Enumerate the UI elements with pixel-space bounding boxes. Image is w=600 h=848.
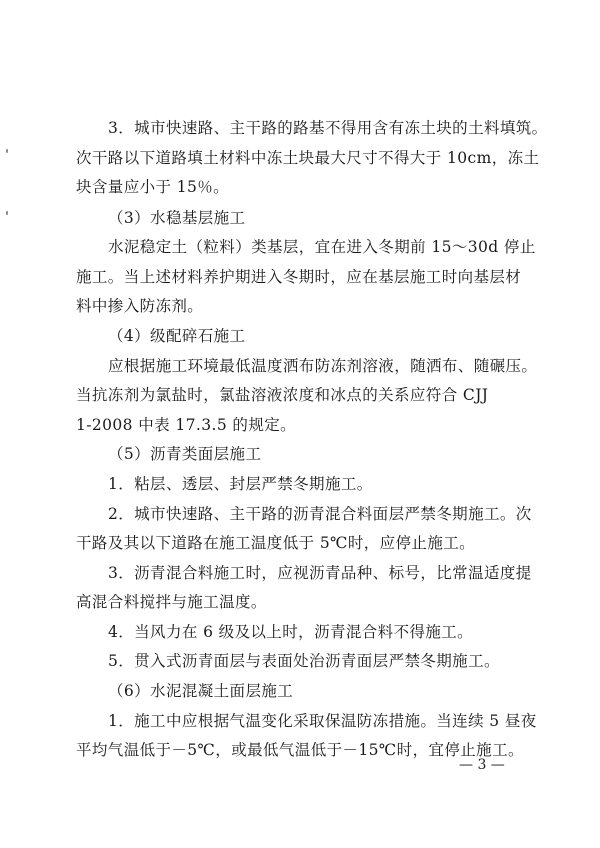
text-line: 2．城市快速路、主干路的沥青混合料面层严禁冬期施工。次 xyxy=(108,505,532,523)
text-line: 当抗冻剂为氯盐时，氯盐溶液浓度和冰点的关系应符合 CJJ xyxy=(76,386,489,404)
text-line: 平均气温低于－5℃，或最低气温低于－15℃时，宜停止施工。 xyxy=(76,741,524,759)
text-line: 1．施工中应根据气温变化采取保温防冻措施。当连续 5 昼夜 xyxy=(108,712,537,730)
text-line: 水泥稳定土（粒料）类基层，宜在进入冬期前 15～30d 停止 xyxy=(108,238,536,256)
text-line: 3．沥青混合料施工时，应视沥青品种、标号，比常温适度提 xyxy=(108,564,532,582)
text-line: 5．贯入式沥青面层与表面处治沥青面层严禁冬期施工。 xyxy=(108,652,500,670)
text-line: 施工。当上述材料养护期进入冬期时，应在基层施工时向基层材 xyxy=(76,268,522,286)
page-number: — 3 — xyxy=(459,757,505,773)
margin-mark xyxy=(6,211,8,215)
text-line: 4．当风力在 6 级及以上时，沥青混合料不得施工。 xyxy=(108,623,474,641)
text-line: 次干路以下道路填土材料中冻土块最大尺寸不得大于 10cm，冻土 xyxy=(76,149,540,167)
text-line: 3．城市快速路、主干路的路基不得用含有冻土块的土料填筑。 xyxy=(108,119,548,137)
text-line: 干路及其以下道路在施工温度低于 5℃时，应停止施工。 xyxy=(76,534,476,552)
section-heading: （5）沥青类面层施工 xyxy=(108,445,262,463)
section-heading: （6）水泥混凝土面层施工 xyxy=(108,682,294,700)
section-heading: （3）水稳基层施工 xyxy=(108,209,246,227)
section-heading: （4）级配碎石施工 xyxy=(108,327,246,345)
text-line: 高混合料搅拌与施工温度。 xyxy=(76,593,267,611)
text-line: 应根据施工环境最低温度洒布防冻剂溶液，随洒布、随碾压。 xyxy=(108,357,538,375)
text-line: 1．粘层、透层、封层严禁冬期施工。 xyxy=(108,475,373,493)
text-line: 块含量应小于 15％。 xyxy=(76,178,230,196)
text-line: 料中掺入防冻剂。 xyxy=(76,297,204,315)
margin-mark xyxy=(6,149,8,153)
text-line: 1-2008 中表 17.3.5 的规定。 xyxy=(76,416,297,434)
